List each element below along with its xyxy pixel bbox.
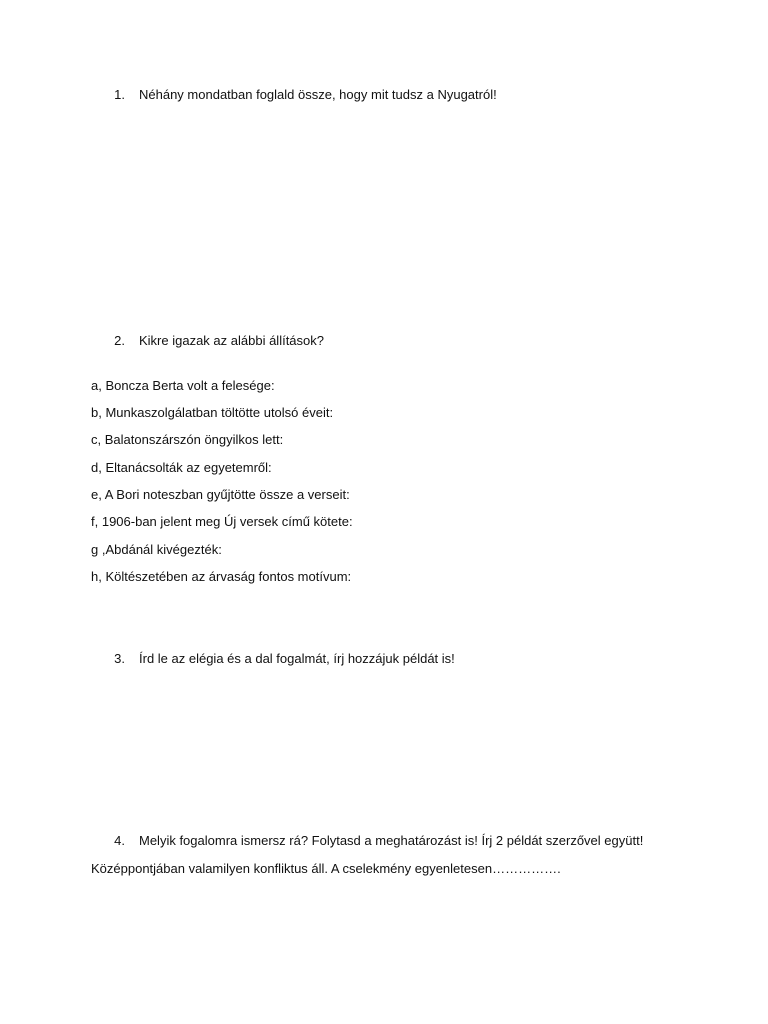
definition-prompt: Középpontjában valamilyen konfliktus áll. A cselekmény egyenletesen……………. <box>91 861 561 876</box>
question-text: Írd le az elégia és a dal fogalmát, írj hozzájuk példát is! <box>139 651 455 666</box>
question-number: 4. <box>114 833 125 848</box>
question-text: Kikre igazak az alábbi állítások? <box>139 333 324 348</box>
statement-item: b, Munkaszolgálatban töltötte utolsó éveit: <box>91 405 334 420</box>
statement-item: e, A Bori noteszban gyűjtötte össze a verseit: <box>91 487 350 502</box>
question-text: Néhány mondatban foglald össze, hogy mit tudsz a Nyugatról! <box>139 87 497 102</box>
statement-item: d, Eltanácsolták az egyetemről: <box>91 460 272 475</box>
question-number: 3. <box>114 651 125 666</box>
question-number: 2. <box>114 333 125 348</box>
question-text: Melyik fogalomra ismersz rá? Folytasd a meghatározást is! Írj 2 példát szerzővel együtt! <box>139 833 644 848</box>
question-number: 1. <box>114 87 125 102</box>
statement-item: f, 1906-ban jelent meg Új versek című kötete: <box>91 514 353 529</box>
statement-item: h, Költészetében az árvaság fontos motívum: <box>91 569 352 584</box>
statement-item: g ,Abdánál kivégezték: <box>91 542 222 557</box>
statement-item: c, Balatonszárszón öngyilkos lett: <box>91 432 284 447</box>
statement-item: a, Boncza Berta volt a felesége: <box>91 378 275 393</box>
